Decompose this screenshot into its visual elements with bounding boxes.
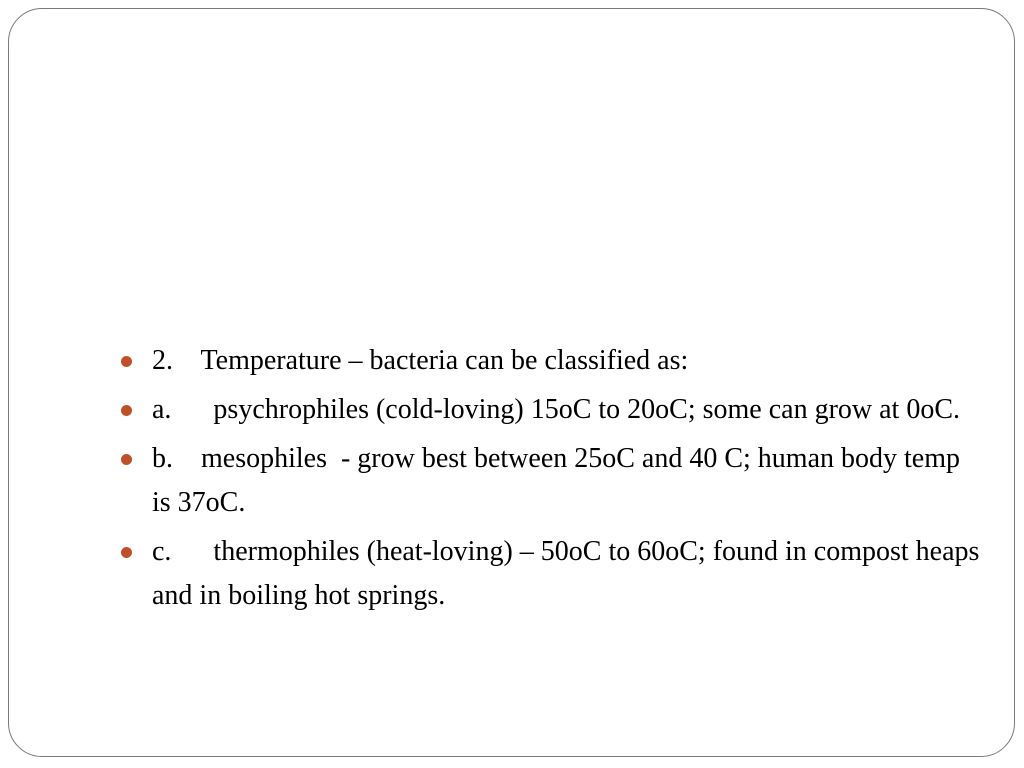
bullet-item [121,339,981,383]
bullet-dot-icon [121,356,132,367]
bullet-list [121,339,987,623]
bullet-dot-icon [121,547,132,558]
slide-frame [8,8,1015,757]
bullet-text: a. psychrophiles (cold-loving) 15oC to 20oC; some can grow at 0oC. [152,394,960,425]
bullet-dot-icon [121,405,132,416]
bullet-text: c. thermophiles (heat-loving) – 50oC to 60oC; found in compost heaps and in boiling hot springs. [152,536,987,611]
bullet-item [121,530,987,618]
bullet-text: b. mesophiles - grow best between 25oC and 40 C; human body temp is 37oC. [152,443,967,518]
bullet-item [121,437,981,525]
bullet-dot-icon [121,454,132,465]
bullet-item [121,388,981,432]
bullet-text: 2. Temperature – bacteria can be classified as: [152,345,689,376]
